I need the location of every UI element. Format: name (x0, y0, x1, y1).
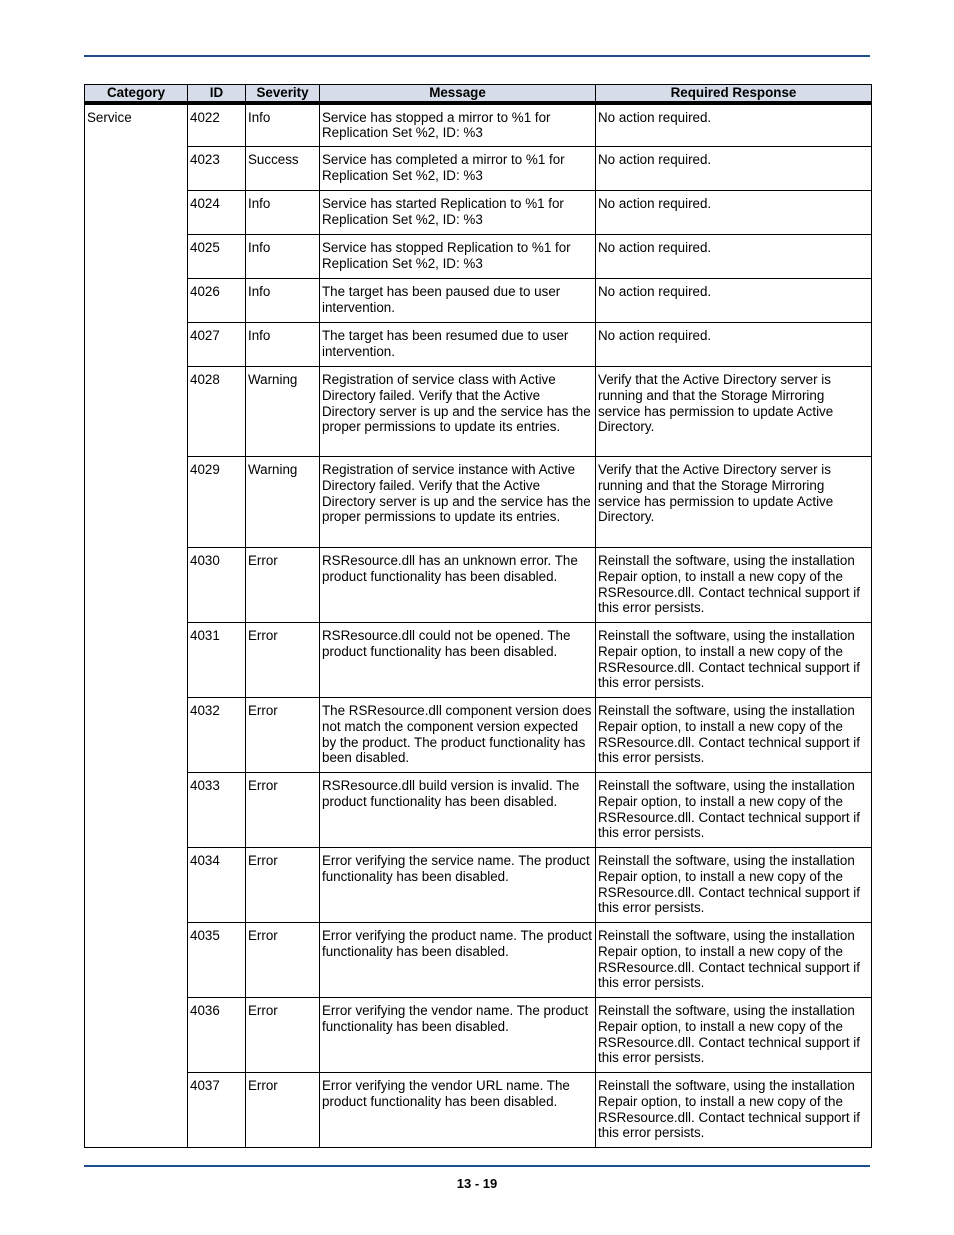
table-header-row (85, 85, 872, 103)
table-row (85, 323, 872, 367)
severity-cell: Info (246, 191, 320, 235)
header-required-response: Required Response (596, 85, 872, 103)
table-row (85, 923, 872, 998)
id-cell: 4027 (188, 323, 246, 367)
severity-cell: Error (246, 923, 320, 998)
footer-rule (84, 1165, 870, 1167)
header-id: ID (188, 85, 246, 103)
id-cell: 4035 (188, 923, 246, 998)
message-cell: Error verifying the vendor URL name. The product functionality has been disabled. (320, 1073, 596, 1148)
message-cell: Error verifying the vendor name. The product functionality has been disabled. (320, 998, 596, 1073)
severity-cell: Warning (246, 367, 320, 457)
severity-cell: Info (246, 323, 320, 367)
message-cell: Error verifying the service name. The product functionality has been disabled. (320, 848, 596, 923)
severity-cell: Info (246, 103, 320, 147)
required-response-cell: No action required. (596, 235, 872, 279)
required-response-cell: No action required. (596, 103, 872, 147)
id-cell: 4030 (188, 548, 246, 623)
severity-cell: Info (246, 279, 320, 323)
id-cell: 4029 (188, 457, 246, 548)
message-cell: The RSResource.dll component version does not match the component version expected by the product. The product functionality has been disabled. (320, 698, 596, 773)
severity-cell: Error (246, 1073, 320, 1148)
id-cell: 4036 (188, 998, 246, 1073)
severity-cell: Error (246, 548, 320, 623)
required-response-cell: Reinstall the software, using the installation Repair option, to install a new copy of the RSResource.dll. Contact technical support if this error persists. (596, 698, 872, 773)
severity-cell: Warning (246, 457, 320, 548)
header-severity: Severity (246, 85, 320, 103)
message-cell: The target has been paused due to user intervention. (320, 279, 596, 323)
required-response-cell: No action required. (596, 147, 872, 191)
required-response-cell: Reinstall the software, using the installation Repair option, to install a new copy of the RSResource.dll. Contact technical support if this error persists. (596, 848, 872, 923)
message-cell: Error verifying the product name. The product functionality has been disabled. (320, 923, 596, 998)
table-row (85, 103, 872, 147)
severity-cell: Success (246, 147, 320, 191)
table-row (85, 623, 872, 698)
category-cell: Service (85, 103, 188, 1148)
message-cell: Registration of service instance with Active Directory failed. Verify that the Active Directory server is up and the service has the proper permissions to update its entries. (320, 457, 596, 548)
page-number: 13 - 19 (456, 1176, 498, 1191)
table-body (85, 103, 872, 1148)
table-row (85, 235, 872, 279)
required-response-cell: Verify that the Active Directory server is running and that the Storage Mirroring service has permission to update Active Directory. (596, 457, 872, 548)
event-messages-table (84, 84, 872, 1148)
required-response-cell: Reinstall the software, using the installation Repair option, to install a new copy of the RSResource.dll. Contact technical support if this error persists. (596, 998, 872, 1073)
severity-cell: Error (246, 773, 320, 848)
table-row (85, 548, 872, 623)
table-row (85, 147, 872, 191)
required-response-cell: No action required. (596, 323, 872, 367)
message-cell: The target has been resumed due to user intervention. (320, 323, 596, 367)
severity-cell: Error (246, 698, 320, 773)
message-cell: Service has started Replication to %1 for Replication Set %2, ID: %3 (320, 191, 596, 235)
severity-cell: Info (246, 235, 320, 279)
message-cell: RSResource.dll build version is invalid. The product functionality has been disabled. (320, 773, 596, 848)
message-cell: Service has stopped a mirror to %1 for Replication Set %2, ID: %3 (320, 103, 596, 147)
severity-cell: Error (246, 998, 320, 1073)
required-response-cell: Reinstall the software, using the installation Repair option, to install a new copy of the RSResource.dll. Contact technical support if this error persists. (596, 1073, 872, 1148)
severity-cell: Error (246, 623, 320, 698)
message-cell: RSResource.dll could not be opened. The product functionality has been disabled. (320, 623, 596, 698)
required-response-cell: Reinstall the software, using the installation Repair option, to install a new copy of the RSResource.dll. Contact technical support if this error persists. (596, 548, 872, 623)
table-row (85, 698, 872, 773)
table-row (85, 773, 872, 848)
required-response-cell: No action required. (596, 279, 872, 323)
table-row (85, 191, 872, 235)
id-cell: 4037 (188, 1073, 246, 1148)
message-cell: Service has completed a mirror to %1 for Replication Set %2, ID: %3 (320, 147, 596, 191)
message-cell: Registration of service class with Active Directory failed. Verify that the Active Directory server is up and the service has the proper permissions to update its entries. (320, 367, 596, 457)
severity-cell: Error (246, 848, 320, 923)
required-response-cell: Reinstall the software, using the installation Repair option, to install a new copy of the RSResource.dll. Contact technical support if this error persists. (596, 923, 872, 998)
table-row (85, 279, 872, 323)
header-rule (84, 55, 870, 57)
id-cell: 4032 (188, 698, 246, 773)
table-row (85, 848, 872, 923)
message-cell: Service has stopped Replication to %1 for Replication Set %2, ID: %3 (320, 235, 596, 279)
id-cell: 4034 (188, 848, 246, 923)
table-row (85, 998, 872, 1073)
id-cell: 4025 (188, 235, 246, 279)
id-cell: 4022 (188, 103, 246, 147)
header-category: Category (85, 85, 188, 103)
header-message: Message (320, 85, 596, 103)
required-response-cell: Reinstall the software, using the installation Repair option, to install a new copy of the RSResource.dll. Contact technical support if this error persists. (596, 773, 872, 848)
required-response-cell: Verify that the Active Directory server is running and that the Storage Mirroring service has permission to update Active Directory. (596, 367, 872, 457)
required-response-cell: No action required. (596, 191, 872, 235)
id-cell: 4023 (188, 147, 246, 191)
id-cell: 4033 (188, 773, 246, 848)
table-row (85, 367, 872, 457)
id-cell: 4031 (188, 623, 246, 698)
table-row (85, 457, 872, 548)
id-cell: 4026 (188, 279, 246, 323)
message-cell: RSResource.dll has an unknown error. The product functionality has been disabled. (320, 548, 596, 623)
table-row (85, 1073, 872, 1148)
id-cell: 4024 (188, 191, 246, 235)
id-cell: 4028 (188, 367, 246, 457)
required-response-cell: Reinstall the software, using the installation Repair option, to install a new copy of the RSResource.dll. Contact technical support if this error persists. (596, 623, 872, 698)
